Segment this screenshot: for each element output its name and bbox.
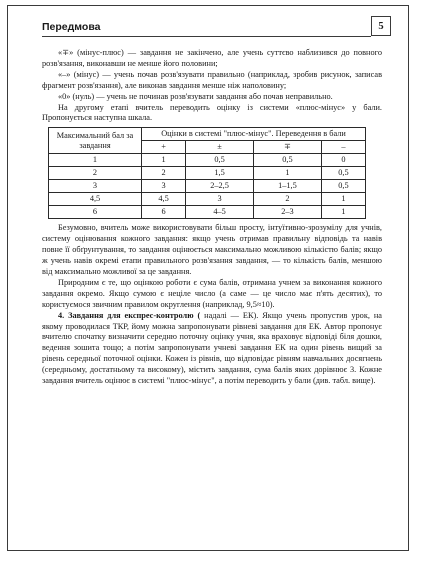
table-cell: 3 [49,180,142,193]
table-cell: 2 [49,167,142,180]
table-cell: 4,5 [142,193,186,206]
table-header-max: Максимальний бал за завдання [49,128,142,154]
table-cell: 3 [142,180,186,193]
page-header [42,19,391,41]
table-cell: 1 [142,154,186,167]
table-row [49,193,366,206]
page-number: 5 [371,16,391,36]
column-header: ∓ [253,141,321,154]
paragraph: «∓» (мінус-плюс) — завдання не закінчено, але учень суттєво наблизився до повного розв'язання, виконавши не менше його половини; [42,48,382,68]
table-header-scale: Оцінки в системі "плюс-мінус". Переведення в бали [142,128,366,141]
table-cell: 0,5 [186,154,254,167]
paragraph: «–» (мінус) — учень почав розв'язувати правильно (наприклад, зробив рисунок, записав фрагмент розв'язання), але виконав завдання менше ніж наполовину; [42,69,382,90]
grading-scale-table [48,127,366,219]
table-cell: 2 [142,167,186,180]
section-4-paragraph [42,311,382,387]
table-cell: 4,5 [49,193,142,206]
table-cell: 2 [253,193,321,206]
table-row [49,154,366,167]
table-cell: 1 [321,193,365,206]
table-cell: 6 [142,206,186,219]
table-cell: 1 [49,154,142,167]
table-cell: 2–3 [253,206,321,219]
paragraph: На другому етапі вчитель переводить оцінку із системи «плюс-мінус» у бали. Пропонується наступна шкала. [42,102,382,123]
running-title: Передмова [42,21,101,33]
paragraph: «0» (нуль) — учень не починав розв'язувати завдання або почав неправильно. [58,91,333,101]
table-cell: 2–2,5 [186,180,254,193]
table-cell: 0,5 [253,154,321,167]
section-4-heading-rest: надалі — ЕК). [200,310,259,320]
column-header: + [142,141,186,154]
table-cell: 0,5 [321,167,365,180]
table-cell: 0,5 [321,180,365,193]
paragraph: Безумовно, вчитель може використовувати більш просту, інтуїтивно-зрозумілу для учнів, систему оцінювання кожного завдання: якщо учень отримав правильну відповідь та навів повне її обґрунтування, то завдання оцінюється максимально можливою кількістю балів; якщо ж учень навів окремі етапи правильного розв'язання завдання, — то кількість балів, меншою від максимально можливої за це завдання. [42,223,382,276]
header-rule [42,36,371,37]
table-row [49,167,366,180]
paragraph: Природним є те, що оцінкою роботи є сума балів, отримана учнем за виконання кожного завдання окремо. Якщо сумою є неціле число (а саме — це число має п'ять десятих), то користуємося звичним правилом округлення (наприклад, 9,5≈10). [42,277,382,309]
table-cell: 1 [321,206,365,219]
table-cell: 1,5 [186,167,254,180]
column-header: ± [186,141,254,154]
table-cell: 1–1,5 [253,180,321,193]
column-header: – [321,141,365,154]
table-row [49,180,366,193]
table-cell: 0 [321,154,365,167]
section-4-heading: 4. Завдання для експрес-контролю ( [58,310,201,320]
body-text [42,48,382,387]
table-row [49,206,366,219]
table-cell: 3 [186,193,254,206]
table-cell: 4–5 [186,206,254,219]
table-cell: 6 [49,206,142,219]
section-4-text: Якщо учень пропустив урок, на якому проводилася ТКР, йому можна запропонувати рівневі завдання для ЕК. Автор пропонує вчителю спочатку визначити середню поточну оцінку учня, яка враховує відповіді біля дошки, ведення зошита тощо; а потім запропонувати учневі завдання ЕК на один рівень вищий за рівень середньої поточної оцінки. Кожен із рівнів, що відповідає рівням навчальних досягнень (середньому, достатньому та високому), містить завдання, сума балів яких дорівнює 3. Кожне завдання вчитель оцінює в системі "плюс-мінус", а потім переводить у бали (див. табл. вище). [42,310,382,386]
table-cell: 1 [253,167,321,180]
